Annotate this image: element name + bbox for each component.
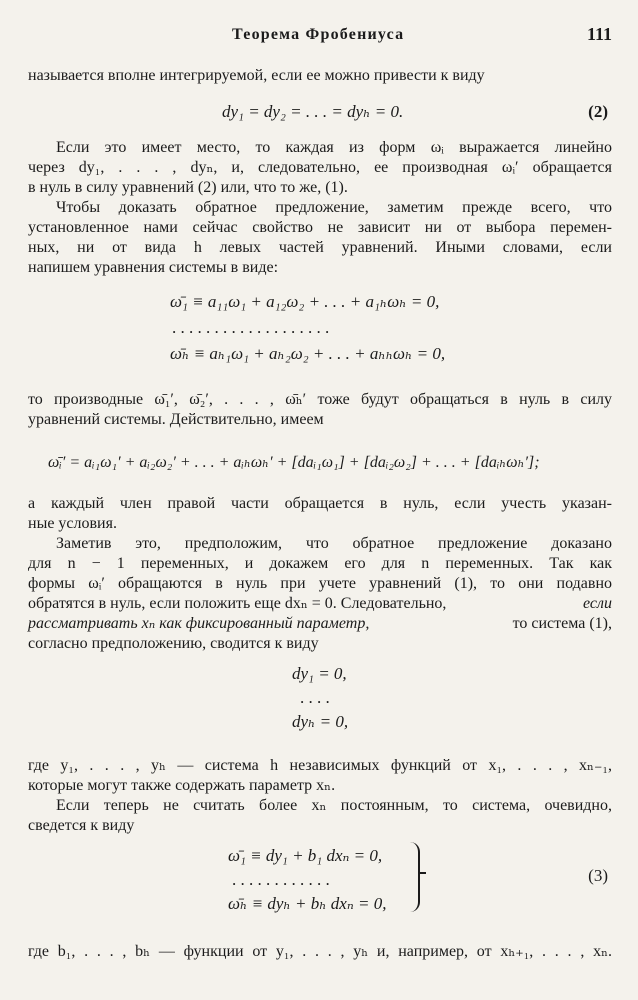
text-line: то производные ω̄₁′, ω̄₂′, . . . , ω̄ₕ′ тоже будут обращаться в нуль в силу (28, 391, 612, 408)
text-span: то система (1), (512, 615, 612, 632)
italic-span: рассматривать xₙ как фиксированный параметр, (28, 615, 370, 632)
text-span: обратятся в нуль, если положить еще dxₙ = 0. Следовательно, (28, 595, 447, 612)
text-line: где y₁, . . . , yₕ — система h независимых функций от x₁, . . . , xₙ₋₁, (28, 757, 612, 774)
text-line: для n − 1 переменных, и докажем его для n переменных. Так как (28, 555, 612, 572)
text-line: формы ωᵢ′ обращаются в нуль при учете уравнений (1), то они подавно (28, 575, 612, 592)
text-line: в нуль в силу уравнений (2) или, что то же, (1). (28, 179, 348, 196)
page-number: 111 (586, 24, 612, 44)
text-line: а каждый член правой части обращается в нуль, если учесть указан- (28, 495, 612, 512)
text-line: называется вполне интегрируемой, если ее можно привести к виду (28, 67, 485, 84)
text-line (28, 614, 612, 634)
system-3-dots: . . . . . . . . . . . . (232, 870, 330, 889)
equation-2: dy₁ = dy₂ = . . . = dyₕ = 0. (222, 102, 404, 121)
running-header: Теорема Фробениуса (232, 26, 405, 43)
text-line: Чтобы доказать обратное предложение, заметим прежде всего, что (56, 199, 612, 216)
text-line (28, 594, 612, 614)
system-1-last-equation: ω̄ₕ ≡ aₕ₁ω₁ + aₕ₂ω₂ + . . . + aₕₕωₕ = 0, (170, 344, 446, 363)
text-line: Заметив это, предположим, что обратное предложение доказано (56, 535, 612, 552)
text-line: уравнений системы. Действительно, имеем (28, 411, 324, 428)
text-line: установленное нами сейчас свойство не зависит ни от выбора перемен- (28, 219, 612, 236)
equation-number-3: (3) (588, 866, 608, 885)
system-1-dots: . . . . . . . . . . . . . . . . . . . (172, 318, 330, 337)
text-line: где b₁, . . . , bₕ — функции от y₁, . . . , yₕ и, например, от xₕ₊₁, . . . , xₙ. (28, 943, 612, 960)
derivative-equation: ω̄ᵢ′ = aᵢ₁ω₁′ + aᵢ₂ω₂′ + . . . + aᵢₕωₕ′ + [daᵢ₁ω₁] + [daᵢ₂ω₂] + . . . + [daᵢₕωₕ′]; (48, 454, 540, 471)
text-line: напишем уравнения системы в виде: (28, 259, 279, 276)
text-line: ных, ни от вида h левых частей уравнений. Иными словами, если (28, 239, 612, 256)
italic-span: если (583, 595, 612, 612)
text-line: сведется к виду (28, 817, 135, 834)
text-line: которые могут также содержать параметр xₙ. (28, 777, 336, 794)
text-line: согласно предположению, сводится к виду (28, 635, 319, 652)
right-brace-tip (418, 872, 426, 874)
system-2-dots: . . . . (300, 688, 330, 707)
text-line: ные условия. (28, 515, 117, 532)
right-brace (404, 842, 420, 912)
text-line: через dy₁, . . . , dyₙ, и, следовательно, ее производная ωᵢ′ обращается (28, 159, 612, 176)
text-line: Если теперь не считать более xₙ постоянным, то система, очевидно, (56, 797, 612, 814)
text-line: Если это имеет место, то каждая из форм ωᵢ выражается линейно (56, 139, 612, 156)
system-3-last-equation: ω̄ₕ ≡ dyₕ + bₕ dxₙ = 0, (228, 894, 387, 913)
system-2-last-equation: dyₕ = 0, (292, 712, 349, 731)
system-3-first-equation: ω̄₁ ≡ dy₁ + b₁ dxₙ = 0, (228, 846, 383, 865)
system-1-first-equation: ω̄₁ ≡ a₁₁ω₁ + a₁₂ω₂ + . . . + a₁ₕωₕ = 0, (170, 292, 440, 311)
equation-number-2: (2) (588, 102, 608, 121)
system-2-first-equation: dy₁ = 0, (292, 664, 347, 683)
